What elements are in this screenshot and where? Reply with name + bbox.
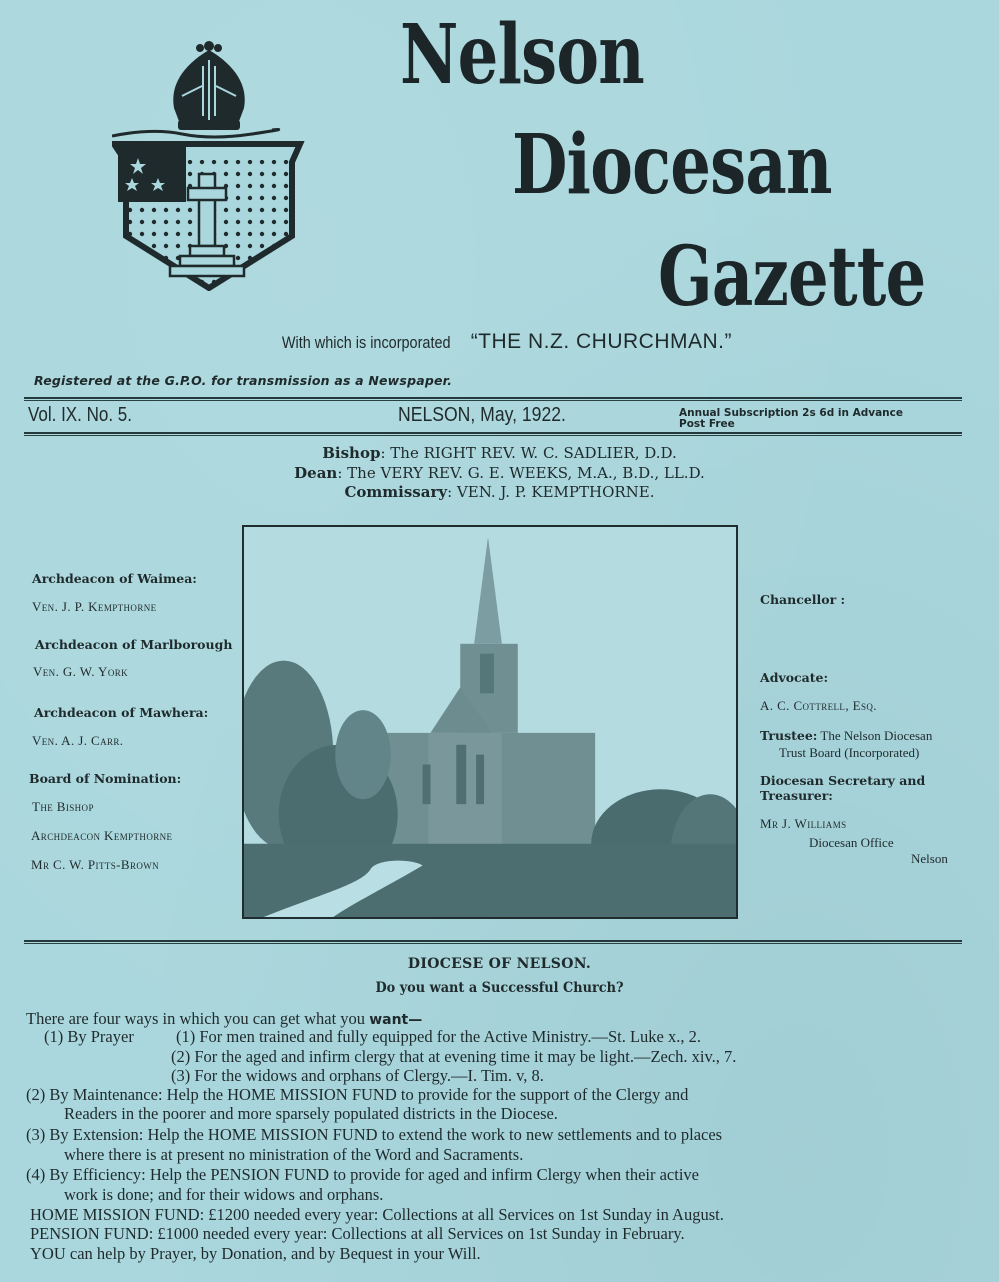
prayer-item: (2) For the aged and infirm clergy that at evening time it may be light.—Zech. xiv., 7. [171,1047,737,1066]
efficiency-line-2: work is done; and for their widows and orphans. [64,1185,384,1204]
heading-diocesan-secretary: Diocesan Secretary and [760,773,926,788]
secretary-office: Diocesan Office [809,835,894,850]
advocate-name: A. C. Cottrell, Esq. [760,698,877,713]
subscription-line-1: Annual Subscription 2s 6d in Advance [679,407,903,419]
masthead-title-gazette: Gazette [658,229,926,325]
divider-rule [24,940,962,944]
efficiency-line-1: (4) By Efficiency: Help the PENSION FUND to provide for aged and infirm Clergy when their active [26,1165,699,1184]
dateline: NELSON, May, 1922. [398,404,566,426]
diocese-officers [0,444,999,503]
article-subtitle: Do you want a Successful Church? [375,980,624,996]
incorporated-line [0,330,999,354]
prayer-label: (1) By Prayer [44,1027,134,1046]
trustee-label: Trustee: [760,728,818,743]
secretary-town: Nelson [911,851,948,866]
intro-text: There are four ways in which you can get what you [26,1009,366,1028]
maintenance-line-2: Readers in the poorer and more sparsely populated districts in the Diocese. [64,1104,558,1123]
incorporated-prefix: With which is incorporated [281,333,451,352]
masthead-title-diocesan: Diocesan [512,117,832,213]
masthead-title-nelson: Nelson [400,7,644,103]
officer-name: VEN. J. P. KEMPTHORNE. [456,483,655,501]
heading-chancellor: Chancellor : [760,592,846,607]
board-member: Archdeacon Kempthorne [31,828,173,843]
subscription-line-2: Post Free [679,418,735,430]
officer-role: Commissary [344,483,448,501]
value-archdeacon-waimea: Ven. J. P. Kempthorne [32,599,157,614]
divider-rule [24,432,962,436]
maintenance-line-1: (2) By Maintenance: Help the HOME MISSION FUND to provide for the support of the Clergy and [26,1085,689,1104]
officer-dean: Dean: The VERY REV. G. E. WEEKS, M.A., B.D., LL.D. [294,463,705,482]
heading-archdeacon-mawhera: Archdeacon of Mawhera: [34,705,209,720]
value-archdeacon-mawhera: Ven. A. J. Carr. [32,733,124,748]
board-member: Mr C. W. Pitts-Brown [31,857,160,872]
secretary-name: Mr J. Williams [760,816,847,831]
trustee-entry [760,728,932,744]
divider-rule [24,397,962,401]
prayer-item: (3) For the widows and orphans of Clergy.—I. Tim. v, 8. [171,1066,544,1085]
extension-line-1: (3) By Extension: Help the HOME MISSION FUND to extend the work to new settlements and to places [26,1125,723,1144]
officer-name: The RIGHT REV. W. C. SADLIER, D.D. [390,444,677,462]
article-intro [26,1011,422,1028]
registration-notice: Registered at the G.P.O. for transmission as a Newspaper. [34,373,453,388]
incorporated-name: “THE N.Z. CHURCHMAN.” [470,330,732,353]
heading-treasurer: Treasurer: [760,788,833,803]
heading-archdeacon-marlborough: Archdeacon of Marlborough [35,637,233,652]
intro-emphasis: want— [369,1012,423,1028]
subscription-notice [679,408,903,430]
officer-bishop: Bishop: The RIGHT REV. W. C. SADLIER, D.D. [322,444,677,462]
officer-name: The VERY REV. G. E. WEEKS, M.A., B.D., LL.D. [347,463,705,482]
trustee-line-2: Trust Board (Incorporated) [779,745,920,760]
home-mission-fund-line: HOME MISSION FUND: £1200 needed every year: Collections at all Services on 1st Sunday in August. [30,1205,724,1224]
board-member: The Bishop [32,799,94,814]
extension-line-2: where there is at present no ministration of the Word and Sacraments. [64,1145,524,1164]
prayer-item: (1) For men trained and fully equipped for the Active Ministry.—St. Luke x., 2. [176,1027,701,1046]
mitre-and-shield-crest-icon [112,36,307,291]
heading-archdeacon-waimea: Archdeacon of Waimea: [32,571,197,586]
pension-fund-line: PENSION FUND: £1000 needed every year: Collections at all Services on 1st Sunday in February. [30,1224,685,1243]
trustee-line-1: The Nelson Diocesan [820,728,933,743]
officer-role: Dean [294,463,338,482]
church-with-spire-photo [242,525,738,919]
volume-number: Vol. IX. No. 5. [28,404,132,426]
officer-commissary: Commissary: VEN. J. P. KEMPTHORNE. [344,483,655,501]
heading-advocate: Advocate: [760,670,829,685]
closing-line: YOU can help by Prayer, by Donation, and by Bequest in your Will. [30,1244,481,1263]
officer-role: Bishop [322,444,381,462]
heading-board-of-nomination: Board of Nomination: [29,771,182,786]
value-archdeacon-marlborough: Ven. G. W. York [33,664,129,679]
article-title: DIOCESE OF NELSON. [407,956,592,972]
